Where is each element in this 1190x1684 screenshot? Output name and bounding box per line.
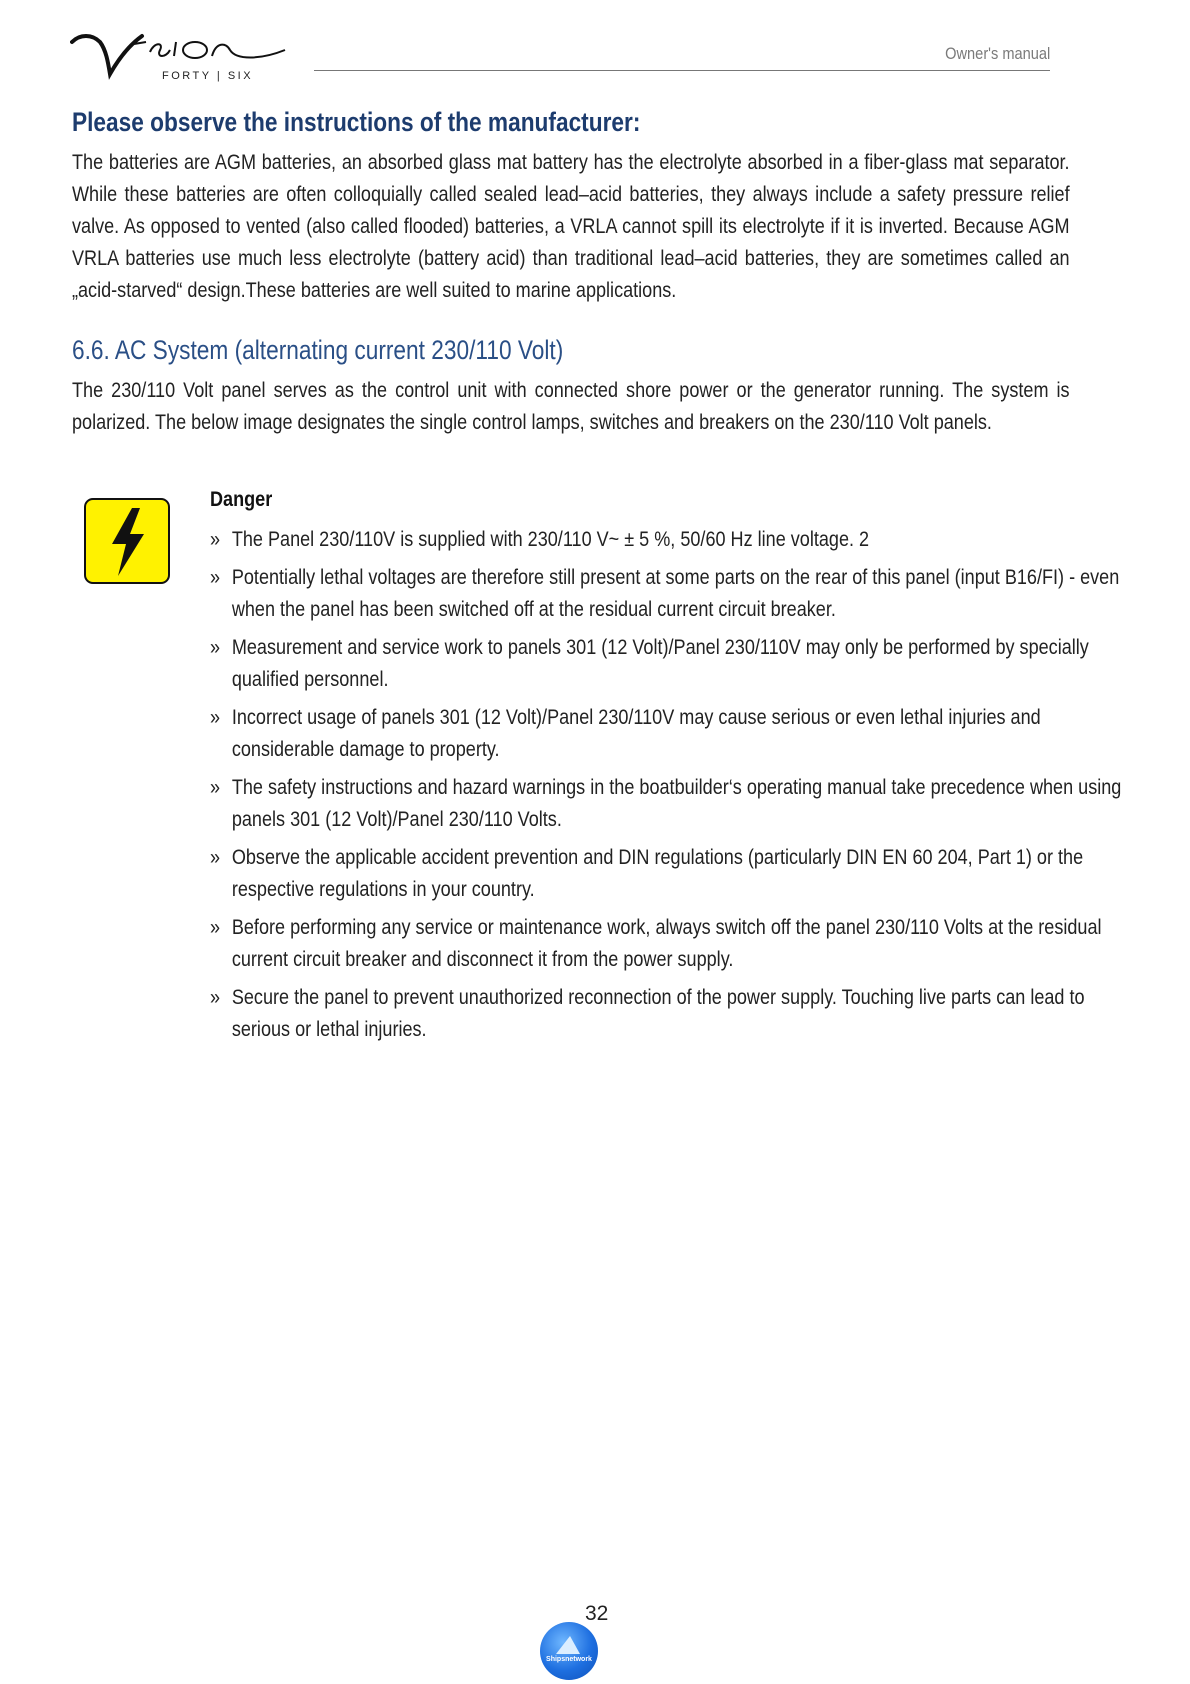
header-label: Owner's manual (944, 44, 1050, 63)
list-item: » Secure the panel to prevent unauthorized reconnection of the power supply. Touching live parts can lead to serious or lethal injuries. (210, 985, 1085, 1041)
list-item: » Measurement and service work to panels 301 (12 Volt)/Panel 230/110V may only be performed by specially qualified personnel. (210, 635, 1089, 691)
main-content (72, 102, 1070, 438)
danger-list (210, 523, 1125, 1045)
section-paragraph: The 230/110 Volt panel serves as the control unit with connected shore power or the generator running. The system is polarized. The below image designates the single control lamps, switches and breakers on the 230/110 Volt panels. (72, 378, 1070, 434)
page-header (70, 28, 1050, 88)
list-item: » Potentially lethal voltages are therefore still present at some parts on the rear of this panel (input B16/FI) - even when the panel has been switched off at the residual current circuit breaker. (210, 565, 1120, 621)
section-title: 6.6. AC System (alternating current 230/110 Volt) (72, 335, 564, 365)
manufacturer-paragraph: The batteries are AGM batteries, an absorbed glass mat battery has the electrolyte absorbed in a fiber-glass mat separator. While these batteries are often colloquially called sealed lead–acid batteries, they always include a safety pressure relief valve. As opposed to vented (also called flooded) batteries, a VRLA cannot spill its electrolyte if it is inverted. Because AGM VRLA batteries use much less electrolyte (battery acid) than traditional lead–acid batteries, they are sometimes called an „acid-starved“ design.These batteries are well suited to marine applications. (72, 150, 1070, 302)
brand-subtitle: FORTY | SIX (162, 70, 254, 82)
list-item: » Incorrect usage of panels 301 (12 Volt)/Panel 230/110V may cause serious or even lethal injuries and considerable damage to property. (210, 705, 1041, 761)
header-divider (314, 70, 1050, 71)
list-item: » Before performing any service or maintenance work, always switch off the panel 230/110 Volts at the residual current circuit breaker and disconnect it from the power supply. (210, 915, 1102, 971)
list-item: » The Panel 230/110V is supplied with 230/110 V~ ± 5 %, 50/60 Hz line voltage. 2 (210, 527, 870, 551)
high-voltage-warning-icon (84, 498, 170, 584)
manufacturer-heading: Please observe the instructions of the manufacturer: (72, 107, 641, 137)
page-number: 32 (585, 1602, 609, 1625)
shipsnetwork-watermark: Shipsnetwork (540, 1622, 598, 1680)
list-item: » Observe the applicable accident prevention and DIN regulations (particularly DIN EN 60 204, Part 1) or the respective regulations in your country. (210, 845, 1084, 901)
danger-title: Danger (210, 487, 273, 511)
list-item: » The safety instructions and hazard warnings in the boatbuilder‘s operating manual take precedence when using panels 301 (12 Volt)/Panel 230/110 Volts. (210, 775, 1122, 831)
